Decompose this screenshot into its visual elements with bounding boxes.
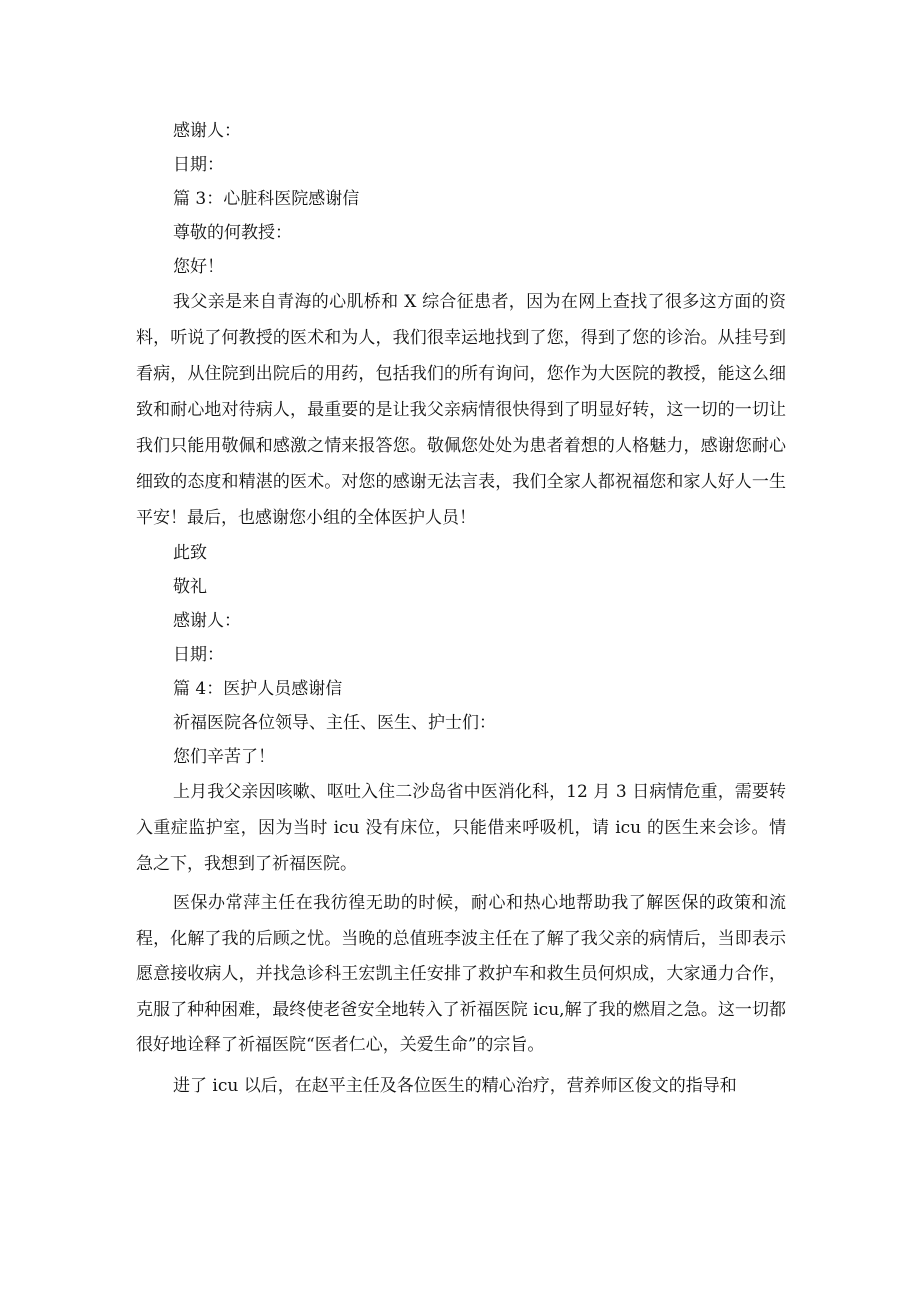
letter3-thanker: 感谢人： [173, 611, 241, 631]
letter3-date: 日期： [173, 645, 224, 665]
date-line: 日期： [173, 155, 224, 175]
document-body [136, 114, 786, 1104]
thanker-line: 感谢人： [173, 121, 241, 141]
letter3-salutation: 尊敬的何教授： [173, 223, 292, 243]
letter4-heading: 篇 4：医护人员感谢信 [173, 679, 343, 699]
letter4-greeting: 您们辛苦了！ [173, 747, 275, 767]
letter3-greeting: 您好！ [173, 257, 224, 277]
letter4-paragraph-1: 上月我父亲因咳嗽、呕吐入住二沙岛省中医消化科，12 月 3 日病情危重，需要转入重症监护室，因为当时 icu 没有床位，只能借来呼吸机，请 icu 的医生来会诊。情急之下，我想到了祈福医院。 [136, 782, 786, 874]
letter3-closing-ci-zhi: 此致 [173, 543, 207, 563]
letter3-body: 我父亲是来自青海的心肌桥和 X 综合征患者，因为在网上查找了很多这方面的资料，听说了何教授的医术和为人，我们很幸运地找到了您，得到了您的诊治。从挂号到看病，从住院到出院后的用药，包括我们的所有询问，您作为大医院的教授，能这么细致和耐心地对待病人，最重要的是让我父亲病情很快得到了明显好转，这一切的一切让我们只能用敬佩和感激之情来报答您。敬佩您处处为患者着想的人格魅力，感谢您耐心细致的态度和精湛的医术。对您的感谢无法言表，我们全家人都祝福您和家人好人一生平安！最后，也感谢您小组的全体医护人员！ [136, 292, 786, 528]
letter4-paragraph-2: 医保办常萍主任在我彷徨无助的时候，耐心和热心地帮助我了解医保的政策和流程，化解了我的后顾之忧。当晚的总值班李波主任在了解了我父亲的病情后，当即表示愿意接收病人，并找急诊科王宏凯主任安排了救护车和救生员何炽成，大家通力合作，克服了种种困难，最终使老爸安全地转入了祈福医院 icu,解了我的燃眉之急。这一切都很好地诠释了祈福医院“医者仁心，关爱生命”的宗旨。 [136, 893, 786, 1055]
letter3-closing-jing-li: 敬礼 [173, 577, 207, 597]
letter4-paragraph-3: 进了 icu 以后，在赵平主任及各位医生的精心治疗，营养师区俊文的指导和 [173, 1075, 737, 1096]
letter3-heading: 篇 3：心脏科医院感谢信 [173, 189, 360, 209]
letter4-salutation: 祈福医院各位领导、主任、医生、护士们： [173, 713, 496, 733]
